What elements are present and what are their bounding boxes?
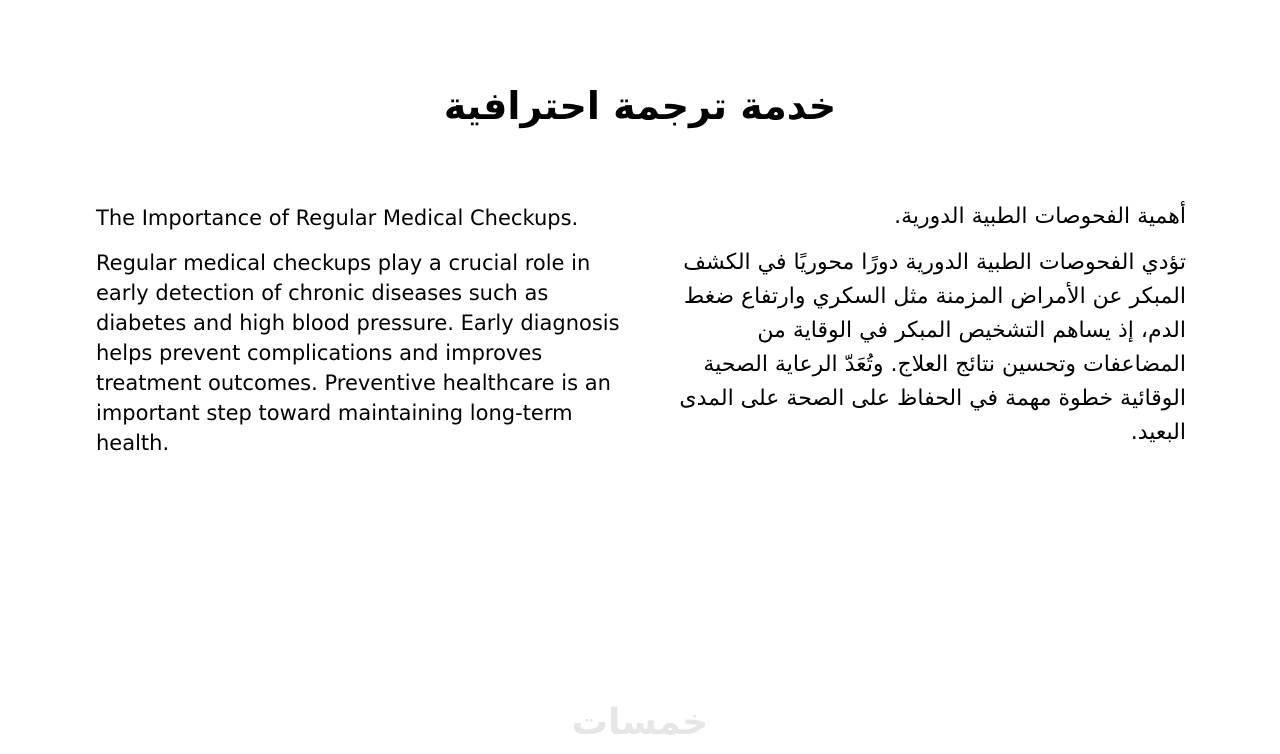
page-title: خدمة ترجمة احترافية [443,84,837,128]
arabic-column [648,200,1186,450]
khamsat-watermark-logo [560,700,720,744]
english-heading: The Importance of Regular Medical Checkups. [96,206,579,230]
arabic-body: تؤدي الفحوصات الطبية الدورية دورًا محوريًا في الكشف المبكر عن الأمراض المزمنة مثل السكري وارتفاع ضغط الدم، إذ يساهم التشخيص المبكر في الوقاية من المضاعفات وتحسين نتائج العلاج. وتُعَدّ الرعاية الصحية الوقائية خطوة مهمة في الحفاظ على الصحة على المدى البعيد. [679,250,1186,445]
english-column [96,203,631,458]
english-body: Regular medical checkups play a crucial role in early detection of chronic diseases such as diabetes and high blood pressure. Early diagnosis helps prevent complications and improves treatment outcomes. Preventive healthcare is an important step toward maintaining long-term health. [96,251,620,455]
svg-text:خمسات: خمسات [571,702,709,743]
arabic-heading: أهمية الفحوصات الطبية الدورية. [894,204,1186,229]
